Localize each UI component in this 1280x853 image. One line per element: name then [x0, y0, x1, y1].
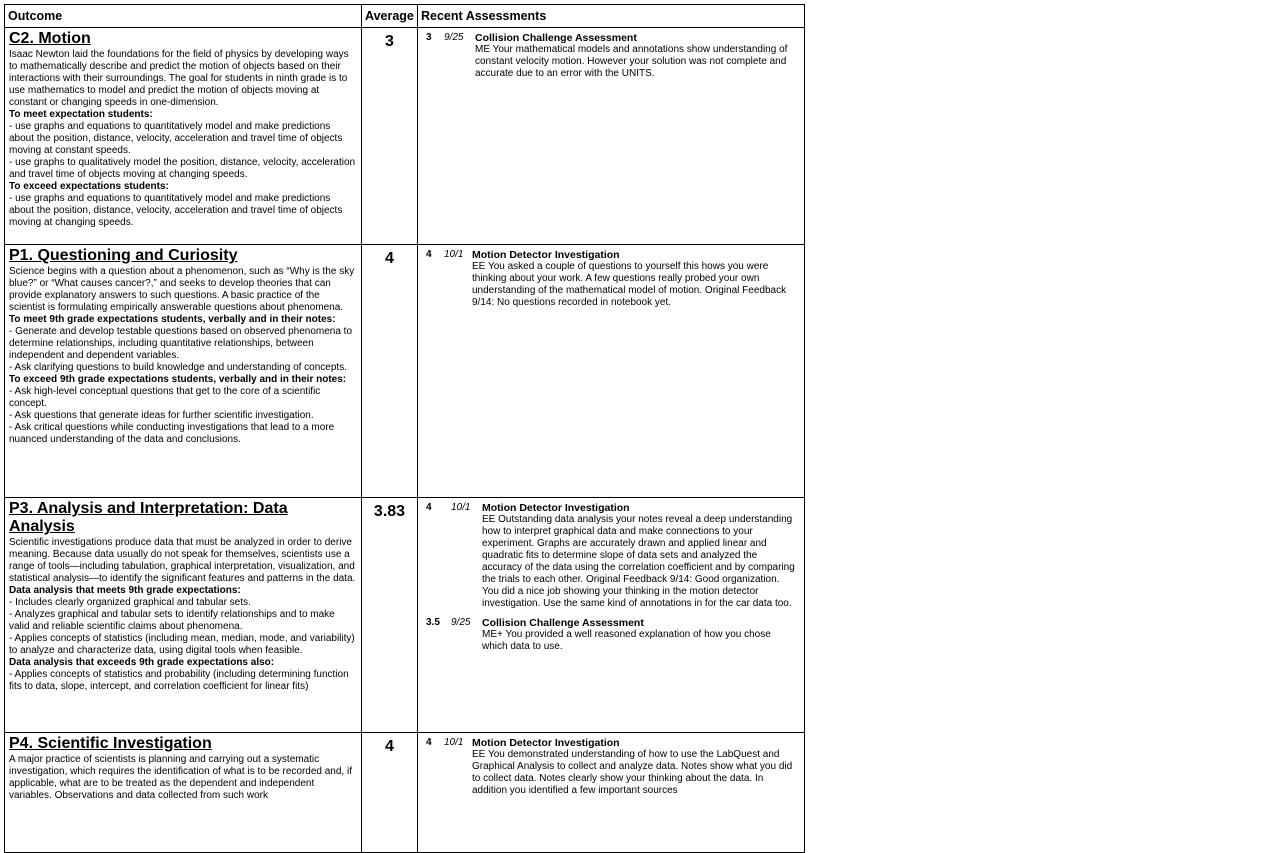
assessment-feedback: ME Your mathematical models and annotations show understanding of constant velocity motion. However your solution was not complete and accurate due to an error with the UNITS. — [475, 44, 788, 79]
outcome-expectation-heading: To meet expectation students: — [9, 109, 153, 120]
outcome-cell — [5, 733, 362, 853]
outcome-expectation-heading: To exceed 9th grade expectations students, verbally and in their notes: — [9, 374, 347, 385]
outcome-title[interactable]: P1. Questioning and Curiosity — [9, 247, 238, 264]
assessment-date: 10/1 — [444, 737, 464, 748]
assessment-entry — [426, 249, 798, 309]
assessment-entry — [426, 737, 798, 797]
average-score: 3 — [362, 28, 418, 245]
outcome-text-line: - Ask critical questions while conducting investigations that lead to a more nuanced understanding of the data and conclusions. — [9, 422, 335, 445]
assessment-body — [482, 502, 798, 610]
outcome-title[interactable]: P3. Analysis and Interpretation: Data Analysis — [9, 500, 288, 535]
assessment-date: 9/25 — [451, 617, 471, 628]
assessment-body — [475, 32, 798, 80]
table-row — [5, 498, 805, 733]
outcome-text-line: - Generate and develop testable questions based on observed phenomena to determine relationships, including quantitative relationships, between independent and dependent variables. — [9, 326, 353, 361]
recent-assessments-column-header: Recent Assessments — [418, 5, 805, 28]
outcome-text-line: Science begins with a question about a phenomenon, such as “Why is the sky blue?” or “What causes cancer?,” and seeks to develop theories that can provide explanatory answers to such questions. A basic practice of the scientist is formulating empirically answerable questions about phenomena. — [9, 266, 355, 313]
outcome-description — [9, 266, 357, 446]
outcome-text-line: - Ask clarifying questions to build knowledge and understanding of concepts. — [9, 362, 347, 373]
recent-assessments-cell — [418, 245, 805, 498]
average-score: 4 — [362, 733, 418, 853]
outcome-cell — [5, 245, 362, 498]
assessment-body — [472, 737, 798, 797]
outcome-text-line: - use graphs and equations to quantitatively model and make predictions about the position, distance, velocity, acceleration and travel time of objects moving at constant speeds. — [9, 121, 343, 156]
assessment-score: 4 — [426, 737, 432, 748]
outcome-title[interactable]: P4. Scientific Investigation — [9, 735, 212, 752]
outcome-column-header: Outcome — [5, 5, 362, 28]
outcome-cell — [5, 498, 362, 733]
table-row — [5, 28, 805, 245]
table-row — [5, 733, 805, 853]
outcome-text-line: - Applies concepts of statistics (including mean, median, mode, and variability) to analyze and characterize data, using digital tools when feasible. — [9, 633, 355, 656]
assessment-date: 10/1 — [451, 502, 471, 513]
assessment-name[interactable]: Motion Detector Investigation — [472, 249, 620, 261]
outcome-text-line: Scientific investigations produce data that must be analyzed in order to derive meaning. Because data usually do not speak for themselves, scientists use a range of tools—including tabulation, graphical interpretation, visualization, and statistical analysis—to identify the significant features and patterns in the data. — [9, 537, 356, 584]
outcome-title[interactable]: C2. Motion — [9, 30, 91, 47]
average-score: 4 — [362, 245, 418, 498]
average-score: 3.83 — [362, 498, 418, 733]
assessment-score: 3 — [426, 32, 432, 43]
assessment-date: 9/25 — [444, 32, 464, 43]
outcome-text-line: Isaac Newton laid the foundations for the field of physics by developing ways to mathematically describe and predict the motion of objects based on their interactions with their surroundings. The goal for students in ninth grade is to use mathematics to model and predict the motion of objects moving at constant or changing speeds in one-dimension. — [9, 49, 349, 108]
outcome-text-line: - Includes clearly organized graphical and tabular sets. — [9, 597, 251, 608]
assessment-feedback: EE You asked a couple of questions to yourself this hows you were thinking about your work. A few questions really probed your own understanding of the mathematical model of motion. Original Feedback 9/14: No questions recorded in notebook yet. — [472, 261, 787, 308]
assessment-feedback: EE You demonstrated understanding of how to use the LabQuest and Graphical Analysis to collect and analyze data. Notes show what you did to collect data. Notes clearly show your thinking about the data. In addition you identified a few important sources — [472, 749, 793, 796]
assessment-score: 4 — [426, 249, 432, 260]
outcome-text-line: - Ask high-level conceptual questions that get to the core of a scientific concept. — [9, 386, 321, 409]
assessment-feedback: ME+ You provided a well reasoned explanation of how you chose which data to use. — [482, 629, 771, 652]
assessment-feedback: EE Outstanding data analysis your notes reveal a deep understanding how to interpret graphical data and make connections to your experiment. Graphs are accurately drawn and applied linear and quadratic fits to determine slope of data sets and analyzed the accuracy of the data using the correlation coefficient and by comparing the trials to each other. Original Feedback 9/14: Good organization. You did a nice job showing your thinking in the motion detector investigation. Use the same kind of annotations in for the car data too. — [482, 514, 795, 609]
outcome-text-line: - Analyzes graphical and tabular sets to identify relationships and to make valid and reliable scientific claims about phenomena. — [9, 609, 335, 632]
assessment-name[interactable]: Motion Detector Investigation — [472, 737, 620, 749]
header-row — [5, 5, 805, 28]
outcome-expectation-heading: Data analysis that meets 9th grade expectations: — [9, 585, 241, 596]
outcome-text-line: - use graphs and equations to quantitatively model and make predictions about the position, distance, velocity, acceleration and travel time of objects moving at changing speeds. — [9, 193, 343, 228]
outcome-description — [9, 754, 357, 802]
table-row — [5, 245, 805, 498]
assessment-entry — [426, 617, 798, 653]
outcomes-table — [4, 4, 805, 853]
outcome-text-line: - use graphs to qualitatively model the position, distance, velocity, acceleration and travel time of objects moving at changing speeds. — [9, 157, 356, 180]
assessment-entry — [426, 32, 798, 80]
assessment-score: 4 — [426, 502, 432, 513]
outcome-expectation-heading: To exceed expectations students: — [9, 181, 169, 192]
assessment-body — [472, 249, 798, 309]
average-column-header: Average — [362, 5, 418, 28]
outcome-cell — [5, 28, 362, 245]
outcome-expectation-heading: Data analysis that exceeds 9th grade expectations also: — [9, 657, 275, 668]
assessment-name[interactable]: Motion Detector Investigation — [482, 502, 630, 514]
assessment-name[interactable]: Collision Challenge Assessment — [475, 32, 637, 44]
outcome-description — [9, 537, 357, 693]
outcome-text-line: - Ask questions that generate ideas for further scientific investigation. — [9, 410, 314, 421]
outcome-text-line: - Applies concepts of statistics and probability (including determining function fits to data, slope, intercept, and correlation coefficient for linear fits) — [9, 669, 349, 692]
outcome-expectation-heading: To meet 9th grade expectations students, verbally and in their notes: — [9, 314, 336, 325]
assessment-entry — [426, 502, 798, 610]
assessment-name[interactable]: Collision Challenge Assessment — [482, 617, 644, 629]
recent-assessments-cell — [418, 498, 805, 733]
assessment-date: 10/1 — [444, 249, 464, 260]
assessment-score: 3.5 — [426, 617, 440, 628]
outcome-text-line: A major practice of scientists is planning and carrying out a systematic investigation, which requires the identification of what is to be recorded and, if applicable, what are to be treated as the dependent and independent variables. Observations and data collected from such work — [9, 754, 352, 801]
outcome-description — [9, 49, 357, 229]
assessment-body — [482, 617, 798, 653]
recent-assessments-cell — [418, 733, 805, 853]
recent-assessments-cell — [418, 28, 805, 245]
